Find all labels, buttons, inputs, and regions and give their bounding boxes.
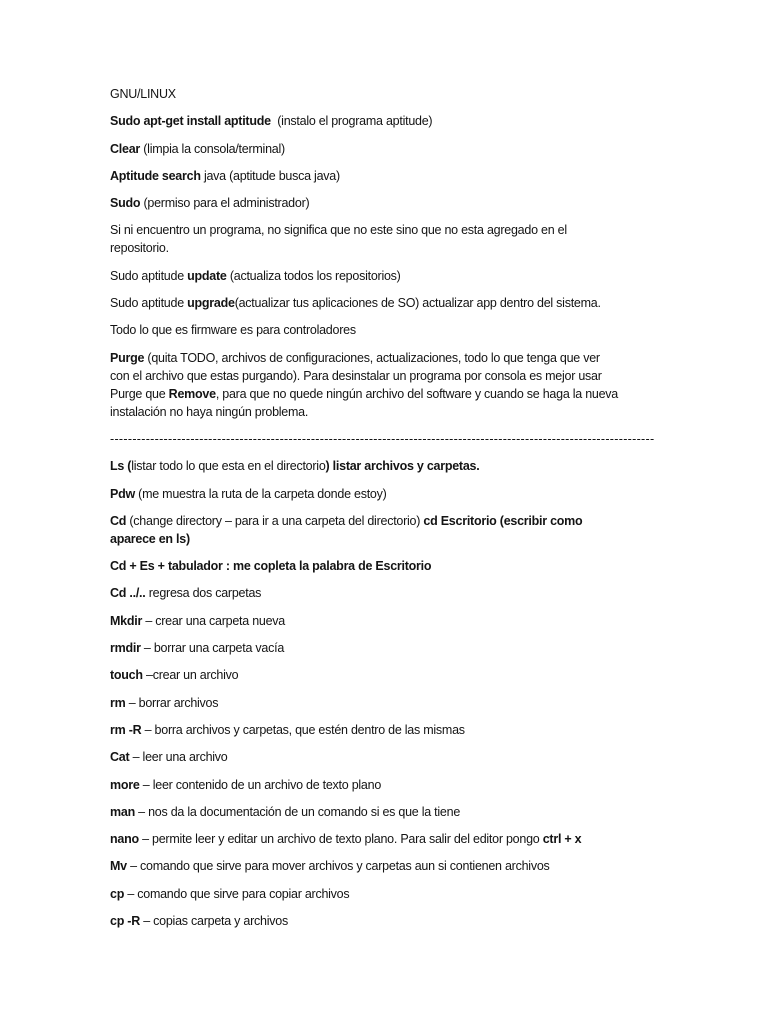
text-line bbox=[110, 885, 710, 903]
text: GNU/LINUX bbox=[110, 87, 176, 101]
paragraph bbox=[110, 912, 710, 930]
paragraph bbox=[110, 140, 710, 158]
text: repositorio. bbox=[110, 241, 169, 256]
text-line bbox=[110, 167, 710, 185]
text: – comando que sirve para mover archivos y carpetas aun si contienen archivos bbox=[126, 859, 550, 874]
paragraph bbox=[110, 694, 710, 712]
paragraph bbox=[110, 612, 710, 630]
paragraph bbox=[110, 485, 710, 503]
text: (instalo el programa aptitude) bbox=[270, 114, 433, 129]
paragraph bbox=[110, 857, 710, 875]
bold-text: Mkdir bbox=[110, 613, 143, 628]
paragraph bbox=[110, 557, 710, 575]
text: Sudo aptitude bbox=[110, 268, 188, 283]
text-line bbox=[110, 194, 710, 212]
bold-text: aparece en ls) bbox=[110, 531, 190, 546]
text-line bbox=[110, 403, 710, 421]
paragraph bbox=[110, 85, 710, 103]
paragraph bbox=[110, 776, 710, 794]
paragraph bbox=[110, 639, 710, 657]
bold-text: update bbox=[187, 268, 227, 283]
text: java (aptitude busca java) bbox=[200, 168, 340, 183]
text-line bbox=[110, 639, 710, 657]
text-line bbox=[110, 694, 710, 712]
paragraph bbox=[110, 803, 710, 821]
paragraph bbox=[110, 885, 710, 903]
text: regresa dos carpetas bbox=[145, 586, 262, 601]
text-line bbox=[110, 430, 658, 448]
bold-text: more bbox=[110, 777, 140, 792]
text-line bbox=[110, 457, 710, 475]
bold-text: Ls ( bbox=[110, 459, 132, 474]
text: –crear un archivo bbox=[142, 668, 239, 683]
bold-text: cp -R bbox=[110, 914, 140, 929]
bold-text: rm bbox=[110, 695, 126, 710]
paragraph bbox=[110, 221, 710, 257]
text: – comando que sirve para copiar archivos bbox=[124, 886, 350, 901]
bold-text: ) listar archivos y carpetas. bbox=[325, 459, 480, 474]
bold-text: rmdir bbox=[110, 641, 141, 656]
text: , para que no quede ningún archivo del software y cuando se haga la nueva bbox=[215, 386, 619, 401]
text: Si ni encuentro un programa, no significa que no este sino que no esta agregado en el bbox=[110, 223, 567, 238]
text-line bbox=[110, 221, 710, 239]
paragraph bbox=[110, 721, 710, 739]
paragraph bbox=[110, 349, 710, 421]
text: (actualizar tus aplicaciones de SO) actualizar app dentro del sistema. bbox=[234, 296, 601, 311]
bold-text: man bbox=[110, 804, 135, 819]
text: (me muestra la ruta de la carpeta donde estoy) bbox=[134, 486, 387, 501]
bold-text: Clear bbox=[110, 141, 141, 156]
bold-text: rm -R bbox=[110, 722, 142, 737]
text: – borrar archivos bbox=[125, 695, 219, 710]
text-line bbox=[110, 748, 710, 766]
text: – crear una carpeta nueva bbox=[142, 613, 285, 628]
paragraph bbox=[110, 267, 710, 285]
paragraph bbox=[110, 194, 710, 212]
bold-text: Aptitude search bbox=[110, 168, 201, 183]
bold-text: Cd ../.. bbox=[110, 586, 146, 601]
bold-text: Cd bbox=[110, 513, 127, 528]
text-line bbox=[110, 857, 710, 875]
bold-text: cd Escritorio (escribir como bbox=[423, 513, 583, 528]
text: (actualiza todos los repositorios) bbox=[226, 268, 401, 283]
text: (permiso para el administrador) bbox=[140, 196, 310, 211]
text-line bbox=[110, 112, 710, 130]
text-line bbox=[110, 721, 710, 739]
text: – permite leer y editar un archivo de texto plano. Para salir del editor pongo bbox=[138, 832, 543, 847]
text-line bbox=[110, 485, 710, 503]
text: – borrar una carpeta vacía bbox=[140, 641, 285, 656]
text-line bbox=[110, 385, 710, 403]
text-line bbox=[110, 321, 710, 339]
text-line bbox=[110, 803, 710, 821]
text-line bbox=[110, 776, 710, 794]
paragraph bbox=[110, 512, 710, 548]
text: – leer contenido de un archivo de texto plano bbox=[139, 777, 382, 792]
text-line bbox=[110, 666, 710, 684]
text: Sudo aptitude bbox=[110, 296, 188, 311]
text-line bbox=[110, 530, 710, 548]
bold-text: touch bbox=[110, 668, 143, 683]
text: con el archivo que estas purgando). Para desinstalar un programa por consola es mejor usar bbox=[110, 368, 602, 383]
text-line bbox=[110, 140, 710, 158]
text-line bbox=[110, 294, 710, 312]
text: listar todo lo que esta en el directorio bbox=[131, 459, 326, 474]
paragraph bbox=[110, 321, 710, 339]
text: Purge que bbox=[110, 386, 169, 401]
paragraph bbox=[110, 584, 710, 602]
bold-text: Sudo bbox=[110, 196, 141, 211]
bold-text: Purge bbox=[110, 350, 145, 365]
text: (quita TODO, archivos de configuraciones, actualizaciones, todo lo que tenga que ver bbox=[144, 350, 600, 365]
paragraph bbox=[110, 167, 710, 185]
text-line bbox=[110, 612, 710, 630]
text-line bbox=[110, 512, 710, 530]
text-line bbox=[110, 267, 710, 285]
bold-text: upgrade bbox=[187, 296, 235, 311]
text-line bbox=[110, 584, 710, 602]
paragraph bbox=[110, 294, 710, 312]
text: (limpia la consola/terminal) bbox=[140, 141, 285, 156]
text: (change directory – para ir a una carpeta del directorio) bbox=[126, 513, 424, 528]
bold-text: Mv bbox=[110, 859, 127, 874]
paragraph bbox=[110, 457, 710, 475]
paragraph bbox=[110, 112, 710, 130]
bold-text: Cd + Es + tabulador : me copleta la palabra de Escritorio bbox=[110, 559, 432, 574]
text-line bbox=[110, 830, 710, 848]
text: instalación no haya ningún problema. bbox=[110, 404, 309, 419]
paragraph bbox=[110, 666, 710, 684]
text-line bbox=[110, 239, 710, 257]
bold-text: Pdw bbox=[110, 486, 135, 501]
text: Todo lo que es firmware es para controladores bbox=[110, 323, 356, 338]
bold-text: Remove bbox=[168, 386, 216, 401]
separator-line bbox=[110, 430, 710, 448]
bold-text: cp bbox=[110, 886, 125, 901]
bold-text: nano bbox=[110, 832, 139, 847]
text: – nos da la documentación de un comando si es que la tiene bbox=[134, 804, 461, 819]
text-line bbox=[110, 912, 710, 930]
text-line bbox=[110, 557, 710, 575]
bold-text: ctrl + x bbox=[542, 832, 582, 847]
text-line bbox=[110, 349, 710, 367]
text-line bbox=[110, 85, 710, 103]
bold-text: Sudo apt-get install aptitude bbox=[110, 114, 271, 129]
text-line bbox=[110, 367, 710, 385]
bold-text: Cat bbox=[110, 750, 130, 765]
text: – borra archivos y carpetas, que estén dentro de las mismas bbox=[141, 722, 465, 737]
paragraph bbox=[110, 830, 710, 848]
text: -------------------------------------------------------------------------------------------------------------------------- bbox=[110, 431, 655, 446]
text: – copias carpeta y archivos bbox=[140, 914, 288, 929]
paragraph bbox=[110, 748, 710, 766]
text: – leer una archivo bbox=[129, 750, 228, 765]
document-page bbox=[110, 85, 710, 939]
